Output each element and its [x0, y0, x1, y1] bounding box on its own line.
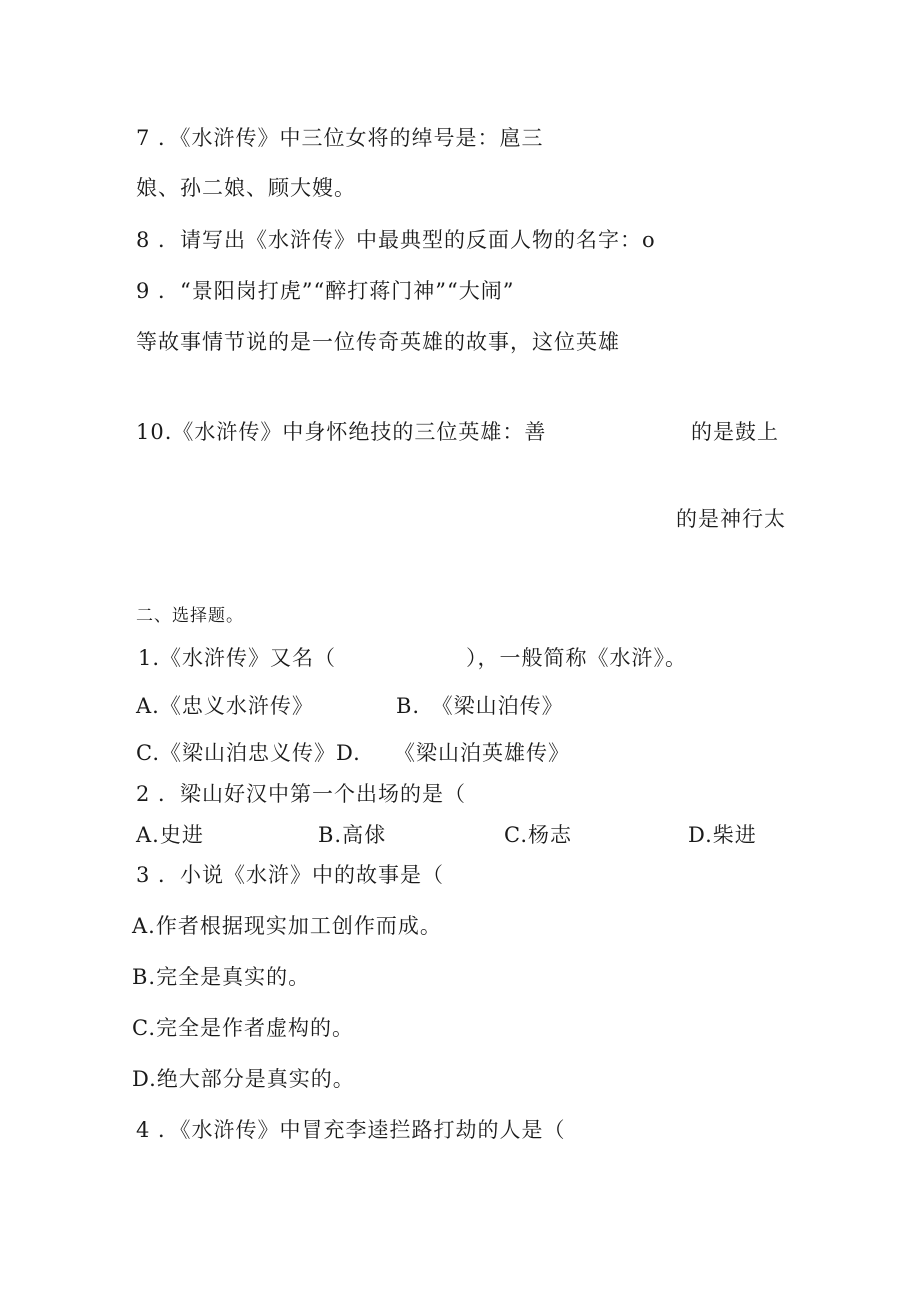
question-10-part-2: 的是鼓上 — [691, 420, 779, 444]
choice-3-option-c: C.完全是作者虚构的。 — [132, 1016, 354, 1040]
choice-2-option-c: C.杨志 — [504, 823, 572, 847]
question-10-part-3: 的是神行太 — [676, 507, 786, 531]
choice-1-option-d: 《梁山泊英雄传》 — [394, 741, 570, 765]
section-two-heading: 二、选择题。 — [136, 606, 244, 626]
question-9-line-1: 9 ．“景阳岗打虎”“醉打蒋门神”“大闹” — [136, 279, 515, 303]
choice-1-option-b: B. 《梁山泊传》 — [396, 694, 564, 718]
question-7-line-1: 7 ．《水浒传》中三位女将的绰号是：扈三 — [136, 126, 544, 150]
choice-3-option-a: A.作者根据现实加工创作而成。 — [132, 914, 442, 938]
question-10-part-1: 10.《水浒传》中身怀绝技的三位英雄：善 — [136, 420, 547, 444]
choice-2-option-a: A.史进 — [136, 823, 204, 847]
choice-2-option-b: B.高俅 — [318, 823, 387, 847]
choice-3-option-b: B.完全是真实的。 — [132, 965, 311, 989]
choice-1-stem-b: ），一般简称《水浒》。 — [466, 646, 687, 670]
question-9-line-2: 等故事情节说的是一位传奇英雄的故事，这位英雄 — [136, 330, 620, 354]
choice-3-stem: 3 ．小说《水浒》中的故事是（ — [136, 863, 445, 887]
choice-3-option-d: D.绝大部分是真实的。 — [132, 1067, 355, 1091]
choice-4-stem: 4 ．《水浒传》中冒充李逵拦路打劫的人是（ — [136, 1118, 566, 1142]
choice-1-option-c: C.《梁山泊忠义传》D. — [136, 741, 361, 765]
choice-2-stem: 2 ．梁山好汉中第一个出场的是（ — [136, 782, 467, 806]
question-8: 8 ．请写出《水浒传》中最典型的反面人物的名字：o — [136, 228, 656, 252]
choice-1-option-a: A.《忠义水浒传》 — [136, 694, 314, 718]
choice-1-stem-a: 1.《水浒传》又名（ — [138, 646, 337, 670]
question-7-line-2: 娘、孙二娘、顾大嫂。 — [136, 176, 356, 200]
choice-2-option-d: D.柴进 — [688, 823, 757, 847]
